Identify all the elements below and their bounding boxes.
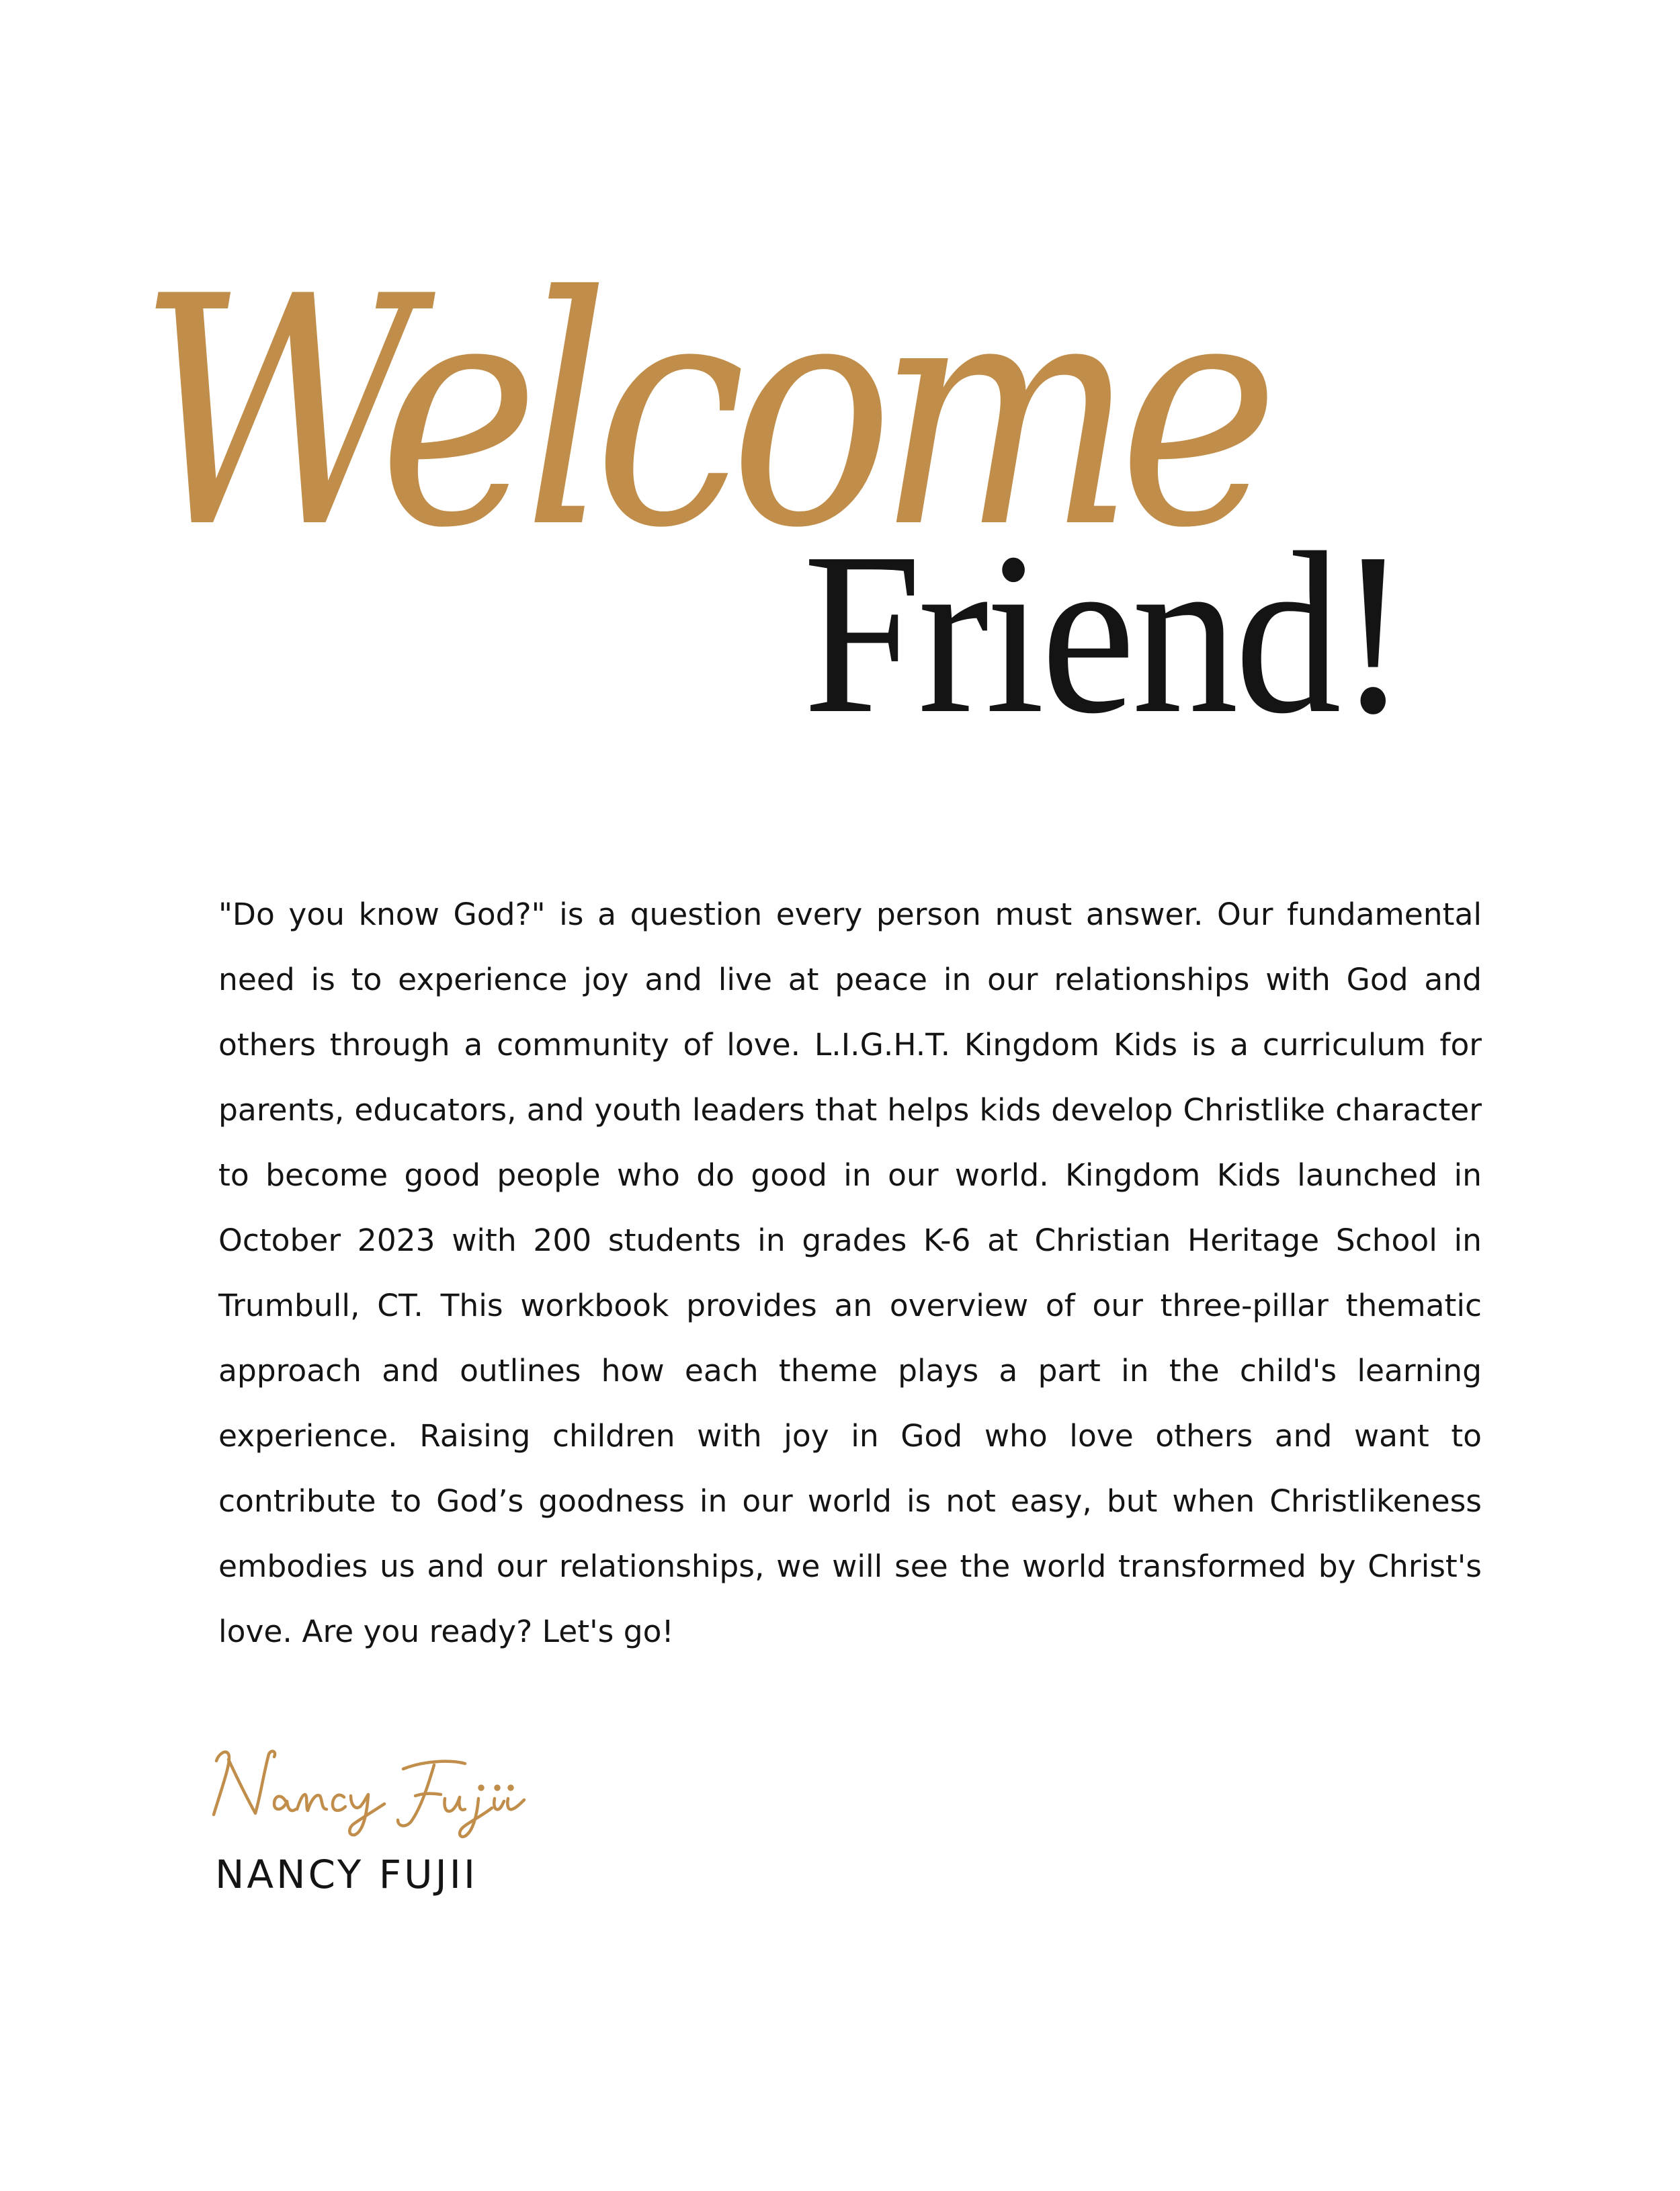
handwritten-signature	[202, 1734, 591, 1848]
title-friend: Friend!	[803, 505, 1405, 761]
title-welcome: Welcome	[138, 229, 1263, 597]
welcome-paragraph: "Do you know God?" is a question every person must answer. Our fundamental need is to experience joy and live at peace in our relationships with God and others through a community of love. L.I.G.H.T. Kingdom Kids is a curriculum for parents, educators, and youth leaders that helps kids develop Christlike character to become good people who do good in our world. Kingdom Kids launched in October 2023 with 200 students in grades K-6 at Christian Heritage School in Trumbull, CT. This workbook provides an overview of our three-pillar thematic approach and outlines how each theme plays a part in the child's learning experience. Raising children with joy in God who love others and want to contribute to God’s goodness in our world is not easy, but when Christlikeness embodies us and our relationships, we will see the world transformed by Christ's love. Are you ready? Let's go!	[218, 897, 1482, 1649]
signer-name: NANCY FUJII	[215, 1852, 478, 1897]
